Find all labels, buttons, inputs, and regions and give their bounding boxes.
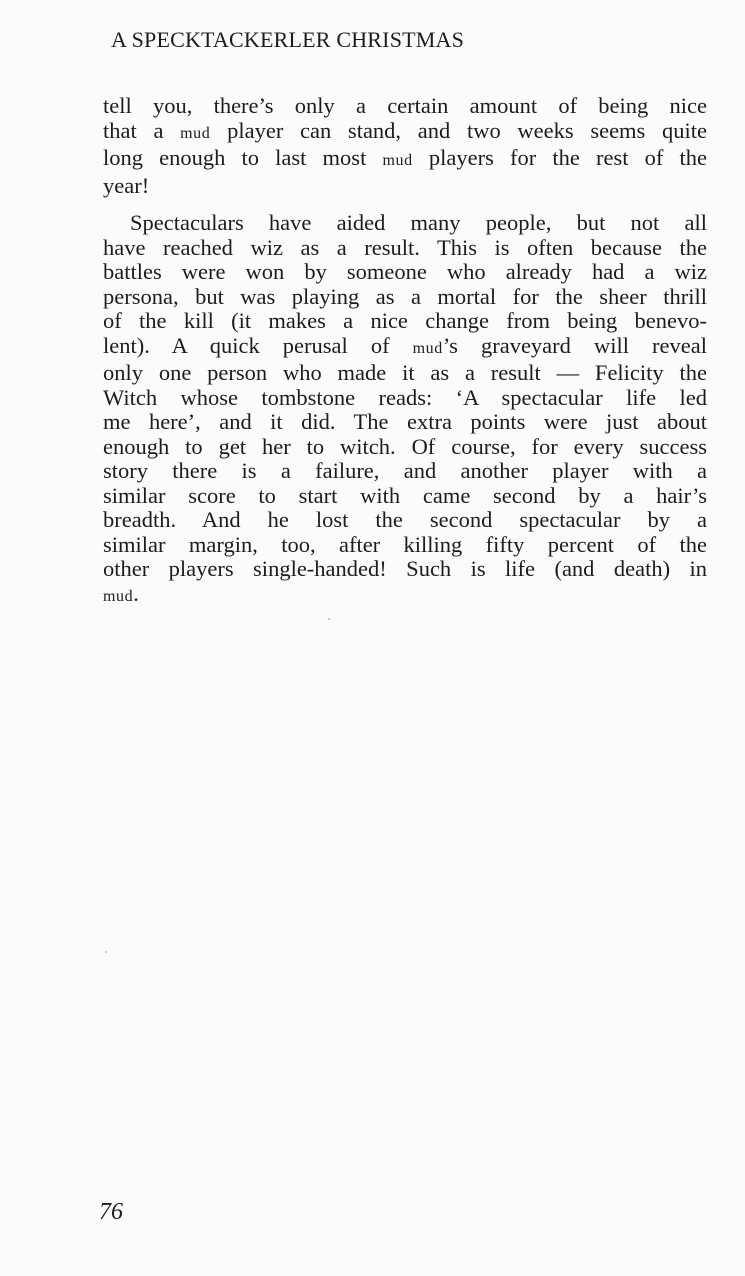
running-head: A SPECKTACKERLER CHRISTMAS [111, 27, 465, 52]
text-run: story there is a failure, and another player with a [103, 458, 707, 483]
text-line [103, 285, 707, 310]
text-run: players for the rest of the [412, 145, 707, 170]
text-run: enough to get her to witch. Of course, for every success [103, 433, 707, 459]
text-run: battles were won by someone who already had a wiz [103, 259, 707, 284]
text-run: similar margin, too, after killing fifty percent of the [103, 531, 707, 557]
text-run: only one person who made it as a result — Felicity the [103, 360, 707, 385]
text-line [103, 508, 707, 533]
small-caps-mud: mud [382, 152, 413, 169]
text-line [103, 582, 707, 610]
text-run: player can stand, and two weeks seems quite [210, 117, 708, 143]
text-line [103, 533, 707, 558]
text-line [103, 334, 707, 362]
text-line [103, 386, 707, 411]
text-run: persona, but was playing as a mortal for the sheer thrill [103, 283, 707, 309]
text-line [103, 211, 707, 236]
text-line [103, 146, 707, 174]
text-run: me here’, and it did. The extra points were just about [103, 409, 707, 434]
page-number: 76 [99, 1199, 123, 1225]
text-run: that a [103, 117, 181, 143]
text-line [103, 459, 707, 484]
text-run: breadth. And he lost the second spectacular by a [103, 507, 707, 532]
text-line [103, 260, 707, 285]
text-line [103, 94, 707, 119]
text-run: long enough to last most [103, 145, 383, 170]
paragraph [103, 94, 707, 198]
text-run: Spectaculars have aided many people, but not all [130, 210, 707, 235]
text-line [103, 236, 707, 261]
text-line [103, 435, 707, 460]
paper-speck [328, 618, 330, 620]
small-caps-mud: mud [412, 339, 443, 357]
paragraph [103, 211, 707, 609]
text-line [103, 557, 707, 582]
text-run: year! [103, 172, 150, 198]
small-caps-mud: mud [103, 587, 134, 605]
text-line [103, 174, 707, 199]
text-run: Witch whose tombstone reads: ‘A spectacular life led [103, 384, 707, 410]
text-line [103, 309, 707, 334]
text-run: ’s graveyard will reveal [442, 332, 707, 358]
text-line [103, 361, 707, 386]
paper-speck [105, 951, 107, 953]
text-run: other players single-handed! Such is life (and death) in [103, 556, 707, 581]
text-line [103, 484, 707, 509]
small-caps-mud: mud [180, 124, 211, 142]
text-run: lent). A quick perusal of [103, 332, 413, 358]
text-line [103, 119, 707, 147]
text-run: similar score to start with came second by a hair’s [103, 482, 707, 508]
text-run: have reached wiz as a result. This is often because the [103, 234, 707, 260]
text-run: . [133, 580, 139, 606]
text-run: of the kill (it makes a nice change from being benevo- [103, 308, 707, 333]
text-run: tell you, there’s only a certain amount of being nice [103, 93, 707, 118]
text-line [103, 410, 707, 435]
body-text [103, 94, 707, 609]
